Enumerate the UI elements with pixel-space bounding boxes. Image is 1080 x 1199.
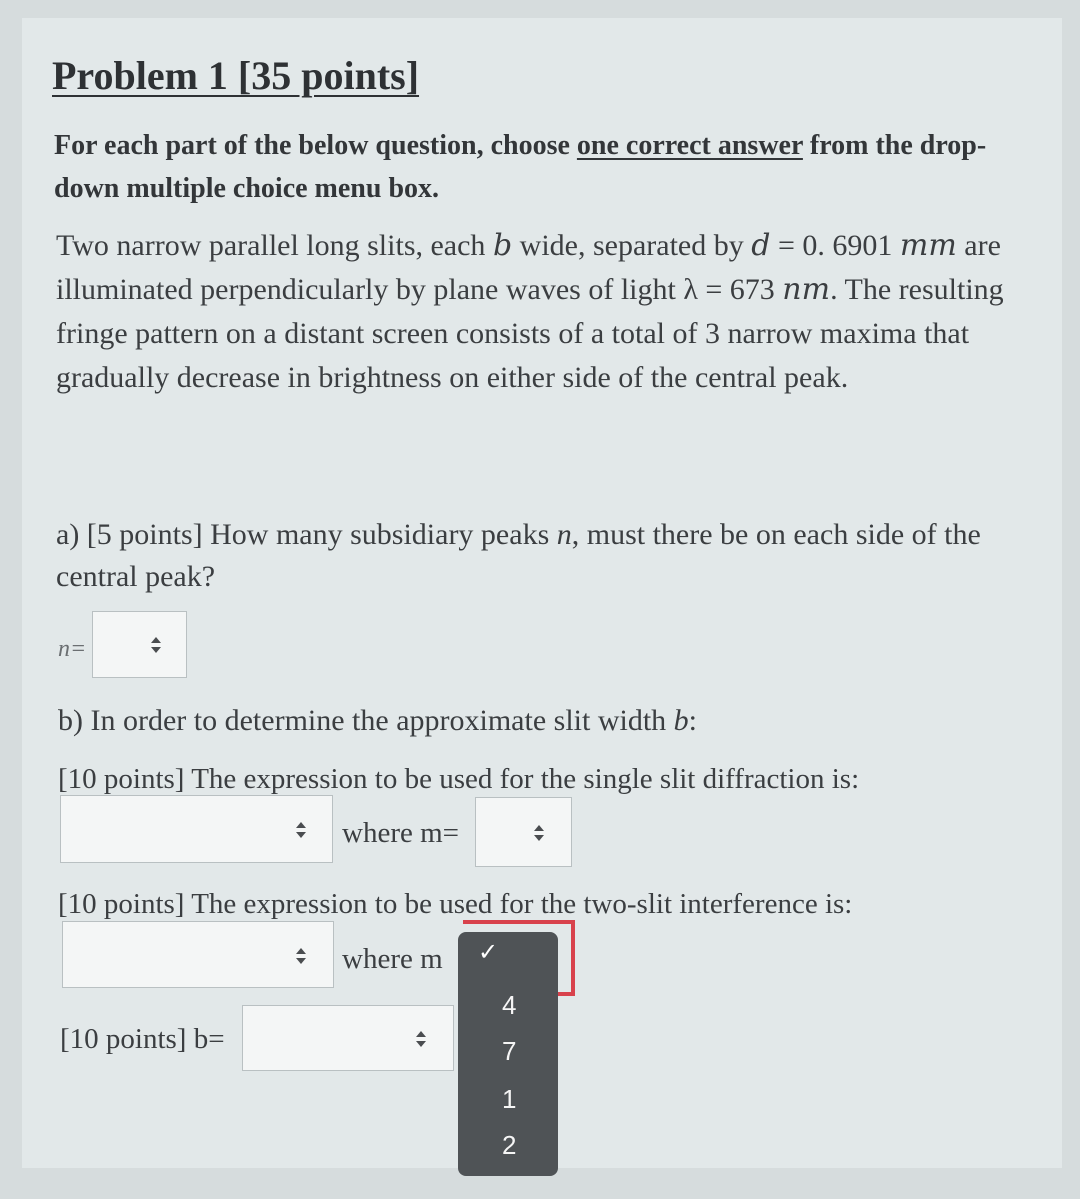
dropdown-option[interactable]: 2: [502, 1130, 517, 1160]
m-dropdown-menu[interactable]: [458, 932, 558, 1176]
dropdown-option[interactable]: 1: [502, 1084, 517, 1114]
select-arrows-icon: [534, 825, 544, 841]
single-slit-expression-select[interactable]: [60, 795, 333, 863]
where-m-label-single: where m=: [342, 817, 460, 849]
select-arrows-icon: [296, 822, 306, 838]
select-arrows-icon: [416, 1031, 426, 1047]
b-value-select[interactable]: [242, 1005, 454, 1071]
select-arrows-icon: [151, 637, 161, 653]
checkmark-icon: ✓: [478, 939, 499, 966]
single-slit-m-select[interactable]: [475, 797, 572, 867]
dropdown-option[interactable]: 4: [502, 990, 517, 1020]
problem-statement: Two narrow parallel long slits, each b wide, separated by d = 0. 6901 mm are illuminated perpendicularly by plane waves of light λ = 673 nm. The resulting fringe pattern on a distant screen consists of a total of 3 narrow maxima that gradually decrease in brightness on either side of the central peak.: [56, 228, 1004, 394]
b-label: [10 points] b=: [60, 1023, 225, 1055]
problem-title: Problem 1 [35 points]: [52, 53, 420, 98]
instruction-emphasis: one correct answer: [576, 130, 803, 161]
part-b-question: b) In order to determine the approximate slit width b:: [58, 704, 698, 737]
where-m-label-two-slit: where m: [342, 943, 443, 975]
part-a-question: a) [5 points] How many subsidiary peaks n, must there be on each side of the central peak?: [56, 518, 981, 593]
single-slit-label: [10 points] The expression to be used for the single slit diffraction is:: [58, 763, 860, 795]
instructions: For each part of the below question, choose one correct answer from the drop-down multiple choice menu box.: [54, 130, 987, 204]
two-slit-label: [10 points] The expression to be used for the two-slit interference is:: [58, 888, 853, 920]
dropdown-option[interactable]: 7: [502, 1036, 517, 1066]
n-select[interactable]: [92, 611, 187, 678]
select-arrows-icon: [296, 948, 306, 964]
n-label: n=: [58, 636, 87, 662]
two-slit-expression-select[interactable]: [62, 921, 334, 988]
